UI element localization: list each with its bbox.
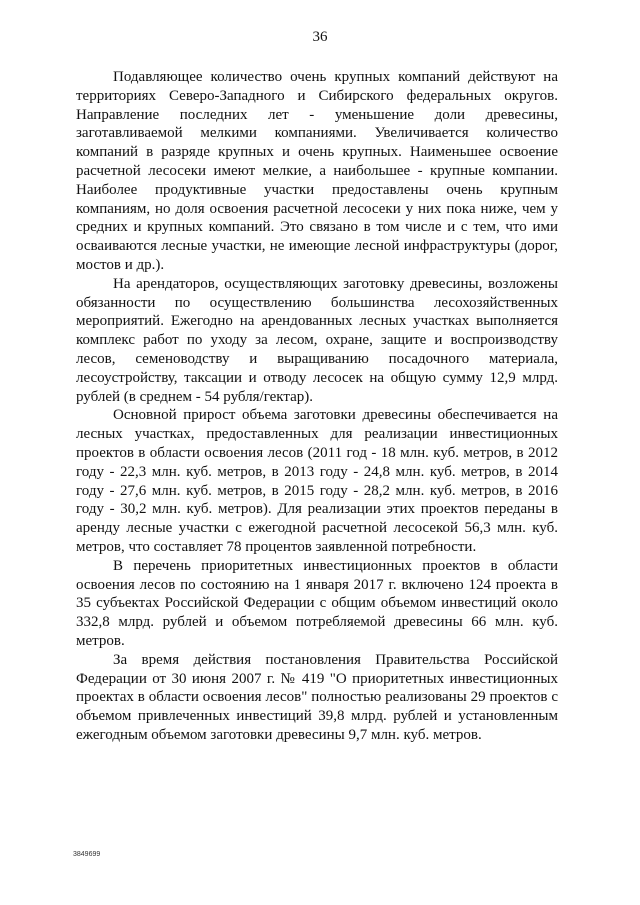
document-body: [76, 68, 558, 745]
paragraph-priority-projects: В перечень приоритетных инвестиционных проектов в области освоения лесов по состоянию на 1 января 2017 г. включено 124 проекта в 35 субъектах Российской Федерации с общим объемом инвестиций около 332,8 млрд. рублей и объемом потребляемой древесины 66 млн. куб. метров.: [76, 557, 558, 649]
paragraph-company-distribution: Подавляющее количество очень крупных компаний действуют на территориях Северо-Западного и Сибирского федеральных округов. Направление последних лет - уменьшение доли древесины, заготавливаемой мелкими компаниями. Увеличивается количество компаний в разряде крупных и очень крупных. Наименьшее освоение расчетной лесосеки имеют мелкие, а наибольшее - крупные компании. Наиболее продуктивные участки предоставлены очень крупным компаниям, но доля освоения расчетной лесосеки у них пока ниже, чем у средних и крупных компаний. Это связано в том числе и с тем, что ими осваиваются лесные участки, не имеющие лесной инфраструктуры (дорог, мостов и др.).: [76, 69, 558, 273]
paragraph-lessee-obligations: На арендаторов, осуществляющих заготовку древесины, возложены обязанности по осуществлению большинства лесохозяйственных мероприятий. Ежегодно на арендованных лесных участках выполняется комплекс работ по уходу за лесом, охране, защите и воспроизводству лесов, семеноводству и выращиванию посадочного материала, лесоустройству, таксации и отводу лесосек на общую сумму 12,9 млрд. рублей (в среднем - 54 рубля/гектар).: [76, 275, 558, 405]
page-number: 36: [312, 29, 328, 45]
paragraph-completed-projects: За время действия постановления Правительства Российской Федерации от 30 июня 2007 г. № 419 "О приоритетных инвестиционных проектах в области освоения лесов" полностью реализованы 29 проектов с объемом привлеченных инвестиций 39,8 млрд. рублей и установленным ежегодным объемом заготовки древесины 9,7 млн. куб. метров.: [76, 651, 558, 743]
document-id: 3849699: [73, 851, 101, 858]
paragraph-harvest-growth: Основной прирост объема заготовки древесины обеспечивается на лесных участках, предоставленных для реализации инвестиционных проектов в области освоения лесов (2011 год - 18 млн. куб. метров, в 2012 году - 22,3 млн. куб. метров, в 2013 году - 24,8 млн. куб. метров, в 2014 году - 27,6 млн. куб. метров, в 2015 году - 28,2 млн. куб. метров, в 2016 году - 30,2 млн. куб. метров). Для реализации этих проектов переданы в аренду лесные участки с ежегодной расчетной лесосекой 56,3 млн. куб. метров, что составляет 78 процентов заявленной потребности.: [76, 407, 558, 555]
